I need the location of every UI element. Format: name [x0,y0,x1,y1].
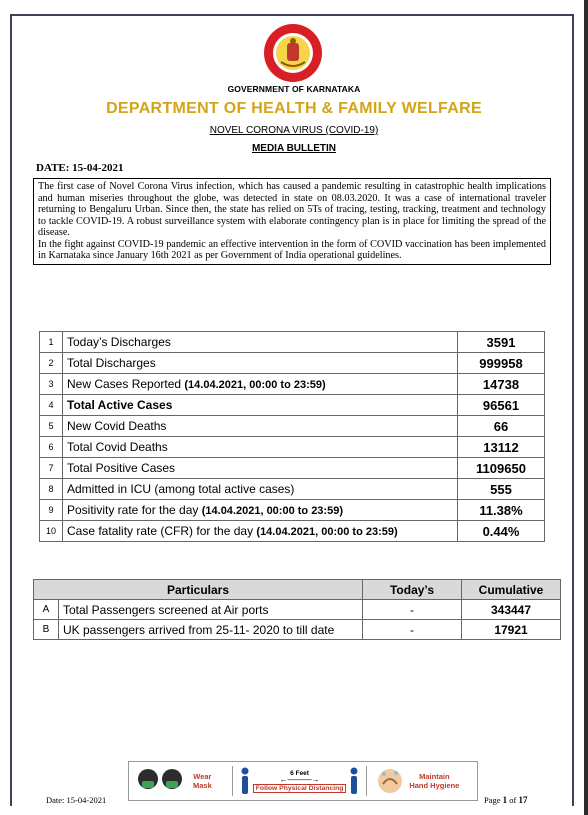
row-cumulative: 343447 [462,600,561,620]
row-label: Case fatality rate (CFR) for the day (14.04.2021, 00:00 to 23:59) [63,521,458,542]
covid-guidelines-banner [128,761,478,801]
page-border-top [10,14,574,16]
government-label: GOVERNMENT OF KARNATAKA [227,84,361,94]
row-label: Total Covid Deaths [63,437,458,458]
row-value: 3591 [458,332,545,353]
row-number: 7 [40,458,63,479]
distance-info [253,770,347,793]
row-number: 8 [40,479,63,500]
row-value: 14738 [458,374,545,395]
table-row [40,416,545,437]
hygiene-section [367,763,477,799]
bulletin-date: DATE: 15-04-2021 [36,162,124,174]
table-row [40,353,545,374]
window-edge [584,0,588,815]
table-row [40,437,545,458]
row-value: 555 [458,479,545,500]
row-number: 10 [40,521,63,542]
table-row [40,479,545,500]
row-label: New Covid Deaths [63,416,458,437]
row-number: 5 [40,416,63,437]
row-value: 66 [458,416,545,437]
table-header-row [34,580,561,600]
row-number: 2 [40,353,63,374]
distancing-section [233,763,367,799]
masked-faces-icon [135,766,187,796]
row-today: - [363,620,462,640]
row-today: - [363,600,462,620]
row-label: Total Positive Cases [63,458,458,479]
department-title: DEPARTMENT OF HEALTH & FAMILY WELFARE [106,100,482,117]
person-icon [240,767,250,795]
header-particulars: Particulars [34,580,363,600]
header-todays: Today’s [363,580,462,600]
row-number: 3 [40,374,63,395]
row-label: Today’s Discharges [63,332,458,353]
intro-paragraph-2: In the fight against COVID-19 pandemic an effective intervention in the form of COVID vaccination has been implemented in Karnataka since January 16th 2021 as per Government of India operational guidelines. [38,238,546,261]
intro-box [33,178,551,265]
table-row [40,332,545,353]
row-value: 999958 [458,353,545,374]
table-row [40,521,545,542]
row-letter: A [34,600,59,620]
distance-feet: 6 Feet [290,769,309,777]
hand-wash-icon [375,766,405,796]
row-label: Positivity rate for the day (14.04.2021, 00:00 to 23:59) [63,500,458,521]
passengers-table [33,579,561,640]
footer-date: Date: 15-04-2021 [46,795,107,805]
person-icon [349,767,359,795]
arrow-icon: ←———→ [279,774,320,784]
row-value: 11.38% [458,500,545,521]
row-label: Admitted in ICU (among total active cases) [63,479,458,500]
row-value: 13112 [458,437,545,458]
table-row [40,500,545,521]
row-label: Total Discharges [63,353,458,374]
table-row [40,374,545,395]
table-row [34,620,561,640]
table-row [34,600,561,620]
row-label: New Cases Reported (14.04.2021, 00:00 to 23:59) [63,374,458,395]
row-value: 0.44% [458,521,545,542]
bulletin-subtitle: NOVEL CORONA VIRUS (COVID-19) [209,125,379,136]
row-value: 1109650 [458,458,545,479]
mask-label: Wear Mask [193,772,212,790]
hygiene-label: Maintain Hand Hygiene [409,772,460,790]
row-number: 1 [40,332,63,353]
table-row [40,458,545,479]
row-number: 9 [40,500,63,521]
karnataka-emblem-icon [259,22,327,84]
row-number: 4 [40,395,63,416]
row-cumulative: 17921 [462,620,561,640]
row-label: Total Active Cases [63,395,458,416]
footer-page-number: Page 1 of 17 [484,795,528,805]
header-cumulative: Cumulative [462,580,561,600]
row-number: 6 [40,437,63,458]
row-label: UK passengers arrived from 25-11- 2020 to till date [59,620,363,640]
stats-table [39,331,545,542]
row-letter: B [34,620,59,640]
bulletin-heading: MEDIA BULLETIN [251,143,337,154]
table-row [40,395,545,416]
row-label: Total Passengers screened at Air ports [59,600,363,620]
intro-paragraph-1: The first case of Novel Corona Virus infection, which has caused a pandemic resulting in catastrophic health implications and human miseries throughout the globe, was detected in state on 08.03.2020. It was a case of international traveler returning to Bengaluru Urban. Since then, the state has relied on 5Ts of tracing, testing, tracking, treatment and technology to tackle COVID-19. A robust surveillance system with elaborate contingency plan is in place for limiting the spread of the disease. [38,181,546,238]
distancing-label: Follow Physical Distancing [253,784,347,793]
row-value: 96561 [458,395,545,416]
mask-section [129,763,232,799]
